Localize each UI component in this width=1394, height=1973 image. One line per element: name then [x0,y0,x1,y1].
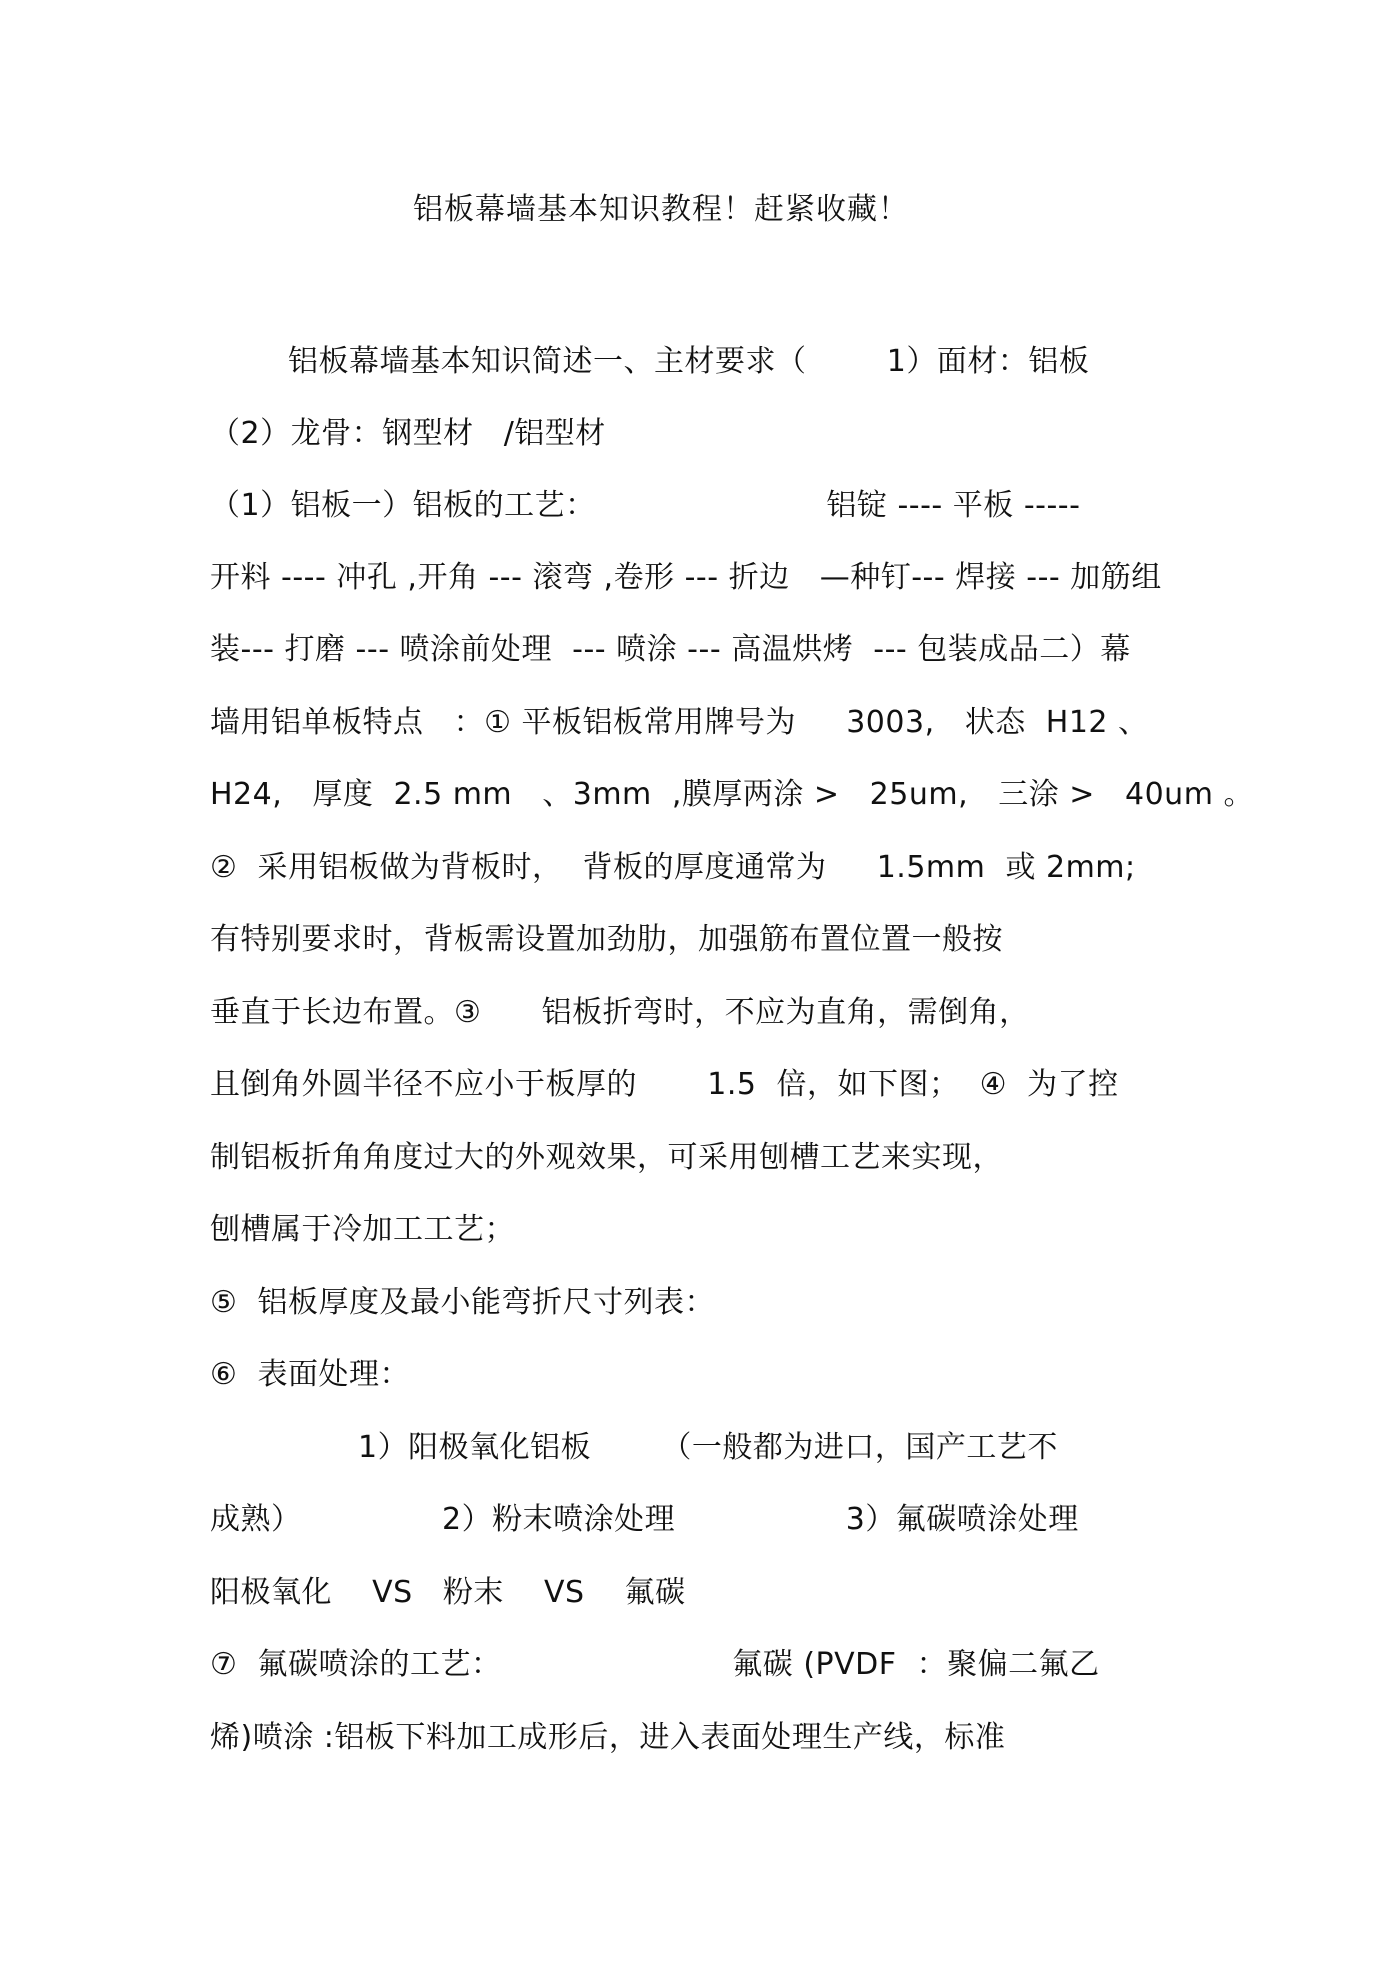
paragraph-line: ⑤ 铝板厚度及最小能弯折尺寸列表： [210,1285,715,1320]
paragraph-line: H24, 厚度 2.5 mm 、3mm ,膜厚两涂 > 25um, 三涂 > 40um 。 [210,777,1254,812]
document-title: 铝板幕墙基本知识教程！赶紧收藏！ [413,192,909,227]
paragraph-line: 烯)喷涂 :铝板下料加工成形后，进入表面处理生产线，标准 [210,1720,1006,1755]
paragraph-line: ⑥ 表面处理： [210,1357,410,1392]
paragraph-line: （1）铝板一）铝板的工艺： 铝锭 ---- 平板 ----- [210,488,1081,523]
paragraph-line: （2）龙骨：钢型材 /铝型材 [210,416,606,451]
paragraph-line: ⑦ 氟碳喷涂的工艺： 氟碳 (PVDF ：聚偏二氟乙 [210,1647,1100,1682]
paragraph-line: ② 采用铝板做为背板时， 背板的厚度通常为 1.5mm 或 2mm; [210,850,1136,885]
paragraph-line: 垂直于长边布置。③ 铝板折弯时，不应为直角，需倒角， [210,995,1030,1030]
paragraph-line: 铝板幕墙基本知识简述一、主材要求（ 1）面材：铝板 [288,344,1090,379]
paragraph-line: 制铝板折角角度过大的外观效果，可采用刨槽工艺来实现， [210,1140,1003,1175]
paragraph-line: 阳极氧化 VS 粉末 VS 氟碳 [210,1575,686,1610]
paragraph-line: 成熟） 2）粉末喷涂处理 3）氟碳喷涂处理 [210,1502,1079,1537]
paragraph-line: 装--- 打磨 --- 喷涂前处理 --- 喷涂 --- 高温烘烤 --- 包装成品二）幕 [210,632,1131,667]
paragraph-line: 且倒角外圆半径不应小于板厚的 1.5 倍，如下图； ④ 为了控 [210,1067,1119,1102]
paragraph-line: 墙用铝单板特点 ：① 平板铝板常用牌号为 3003, 状态 H12 、 [210,705,1149,740]
paragraph-line: 刨槽属于冷加工工艺； [210,1212,515,1247]
paragraph-line: 有特别要求时，背板需设置加劲肋，加强筋布置位置一般按 [210,922,1003,957]
paragraph-line: 1）阳极氧化铝板 （一般都为进口，国产工艺不 [358,1430,1058,1465]
paragraph-line: 开料 ---- 冲孔 ,开角 --- 滚弯 ,卷形 --- 折边 —种钉--- 焊接 --- 加筋组 [210,560,1162,595]
